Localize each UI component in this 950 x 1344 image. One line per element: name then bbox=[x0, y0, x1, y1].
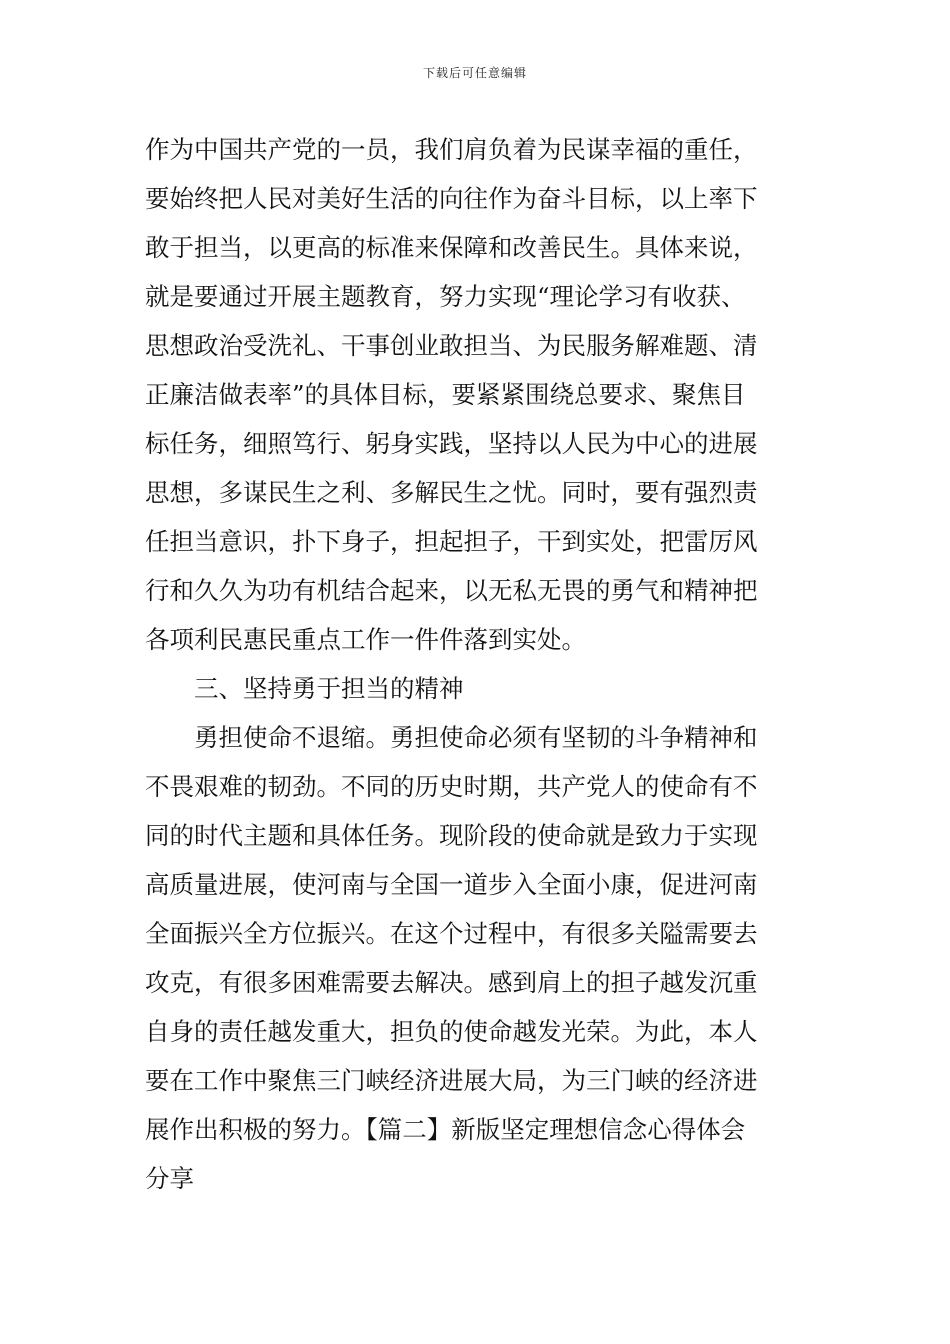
text-line: 思想政治受洗礼、干事创业敢担当、为民服务解难题、清 bbox=[145, 331, 758, 360]
text-line: 各项利民惠民重点工作一件件落到实处。 bbox=[145, 625, 586, 654]
text-line: 作为中国共产党的一员，我们肩负着为民谋幸福的重任， bbox=[145, 135, 758, 164]
text-line: 同的时代主题和具体任务。现阶段的使命就是致力于实现 bbox=[145, 821, 758, 850]
text-line: 高质量进展，使河南与全国一道步入全面小康，促进河南 bbox=[145, 870, 758, 899]
text-line: 分享 bbox=[145, 1164, 194, 1193]
text-line: 任担当意识，扑下身子，担起担子，干到实处，把雷厉风 bbox=[145, 527, 758, 556]
text-line: 标任务，细照笃行、躬身实践，坚持以人民为中心的进展 bbox=[145, 429, 758, 458]
text-line: 敢于担当，以更高的标准来保障和改善民生。具体来说， bbox=[145, 233, 758, 262]
text-line: 就是要通过开展主题教育，努力实现“理论学习有收获、 bbox=[145, 282, 746, 311]
section-heading: 三、坚持勇于担当的精神 bbox=[194, 674, 464, 703]
text-line: 要在工作中聚焦三门峡经济进展大局，为三门峡的经济进 bbox=[145, 1066, 758, 1095]
text-line: 展作出积极的努力。【篇二】新版坚定理想信念心得体会 bbox=[145, 1115, 746, 1144]
text-line: 行和久久为功有机结合起来，以无私无畏的勇气和精神把 bbox=[145, 576, 758, 605]
text-line: 正廉洁做表率”的具体目标，要紧紧围绕总要求、聚焦目 bbox=[145, 380, 746, 409]
text-line: 不畏艰难的韧劲。不同的历史时期，共产党人的使命有不 bbox=[145, 772, 758, 801]
text-line: 攻克，有很多困难需要去解决。感到肩上的担子越发沉重 bbox=[145, 968, 758, 997]
text-line: 全面振兴全方位振兴。在这个过程中，有很多关隘需要去 bbox=[145, 919, 758, 948]
text-line: 思想，多谋民生之利、多解民生之忧。同时，要有强烈责 bbox=[145, 478, 758, 507]
text-line: 要始终把人民对美好生活的向往作为奋斗目标，以上率下 bbox=[145, 184, 758, 213]
page-header-note: 下载后可任意编辑 bbox=[422, 66, 527, 80]
text-line: 自身的责任越发重大，担负的使命越发光荣。为此，本人 bbox=[145, 1017, 758, 1046]
document-body bbox=[145, 125, 807, 1203]
paragraph-first-line: 勇担使命不退缩。勇担使命必须有坚韧的斗争精神和 bbox=[194, 723, 758, 752]
